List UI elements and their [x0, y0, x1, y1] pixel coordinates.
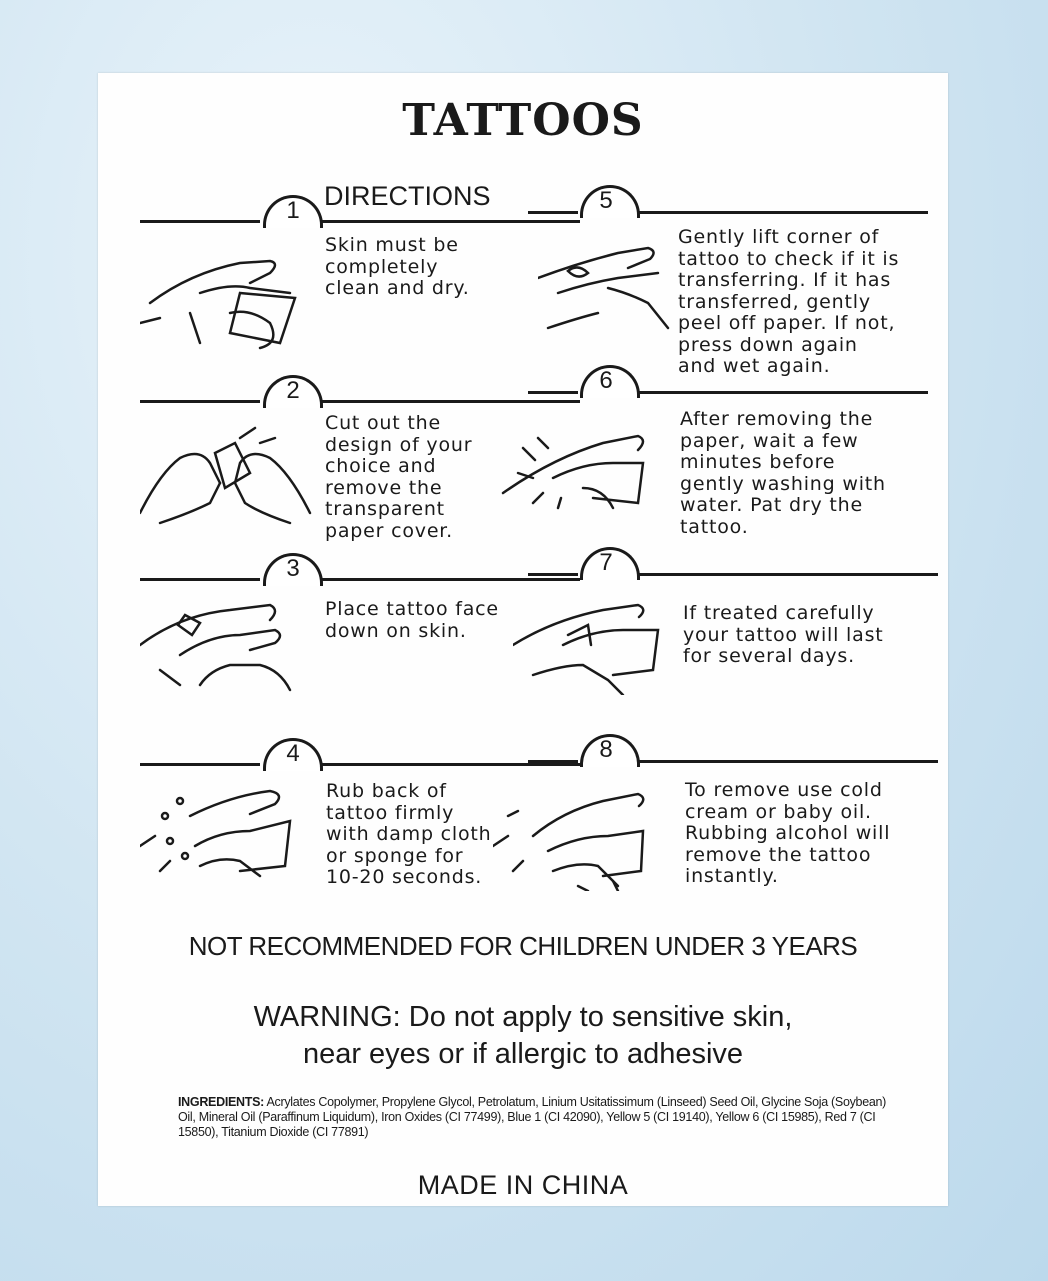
ingredients-label: INGREDIENTS:	[178, 1095, 264, 1109]
step-8	[528, 738, 938, 898]
step-number: 5	[599, 187, 613, 214]
step-5	[528, 187, 928, 383]
hands-icon	[493, 408, 663, 518]
step-text: Place tattoo face down on skin.	[325, 598, 499, 642]
step-number: 6	[599, 367, 613, 394]
page-title: TATTOOS	[402, 95, 644, 146]
step-text: Cut out the design of your choice and remove the transparent paper cover.	[325, 412, 473, 542]
ingredients-text: Acrylates Copolymer, Propylene Glycol, Petrolatum, Linium Usitatissimum (Linseed) Seed Oil, Glycine Soja (Soybean) Oil, Mineral Oil (Paraffinum Liquidum), Iron Oxides (CI 77499), Blue 1 (CI 42090), Yellow 5 (CI 19140), Yellow 6 (CI 15985), Red 7 (CI 15850), Titanium Dioxide (CI 77891)	[178, 1095, 887, 1139]
step-number: 1	[286, 197, 300, 224]
directions-heading: DIRECTIONS	[324, 181, 491, 211]
age-notice: NOT RECOMMENDED FOR CHILDREN UNDER 3 YEARS	[188, 931, 858, 961]
hands-icon	[140, 233, 310, 353]
step-number: 4	[286, 740, 300, 767]
hands-icon	[140, 413, 320, 533]
instruction-sheet	[98, 73, 948, 1206]
step-number: 8	[599, 736, 613, 763]
hands-icon	[538, 233, 688, 333]
step-text: After removing the paper, wait a few minutes before gently washing with water. Pat dry the tattoo.	[680, 408, 886, 538]
hands-icon	[493, 776, 663, 891]
step-7	[528, 549, 938, 713]
step-text: To remove use cold cream or baby oil. Rubbing alcohol will remove the tattoo instantly.	[685, 779, 891, 887]
step-6	[528, 367, 928, 553]
warning-line: WARNING: Do not apply to sensitive skin,	[253, 1001, 793, 1033]
step-text: Skin must be completely clean and dry.	[325, 234, 470, 299]
ingredients	[178, 1095, 888, 1140]
step-text: If treated carefully your tattoo will last for several days.	[683, 602, 884, 667]
step-number: 7	[599, 549, 613, 576]
hands-icon	[140, 585, 315, 695]
step-text: Gently lift corner of tattoo to check if it is transferring. If it has transferred, gently peel off paper. If not, press down again and wet again.	[678, 226, 900, 377]
hands-icon	[513, 585, 663, 695]
made-in-label: MADE IN CHINA	[417, 1170, 629, 1200]
step-number: 2	[286, 377, 300, 404]
warning	[98, 999, 948, 1073]
step-text: Rub back of tattoo firmly with damp cloth or sponge for 10-20 seconds.	[326, 780, 492, 888]
warning-line: near eyes or if allergic to adhesive	[302, 1038, 744, 1070]
step-1	[140, 193, 580, 353]
hands-icon	[140, 776, 310, 886]
step-number: 3	[286, 555, 300, 582]
